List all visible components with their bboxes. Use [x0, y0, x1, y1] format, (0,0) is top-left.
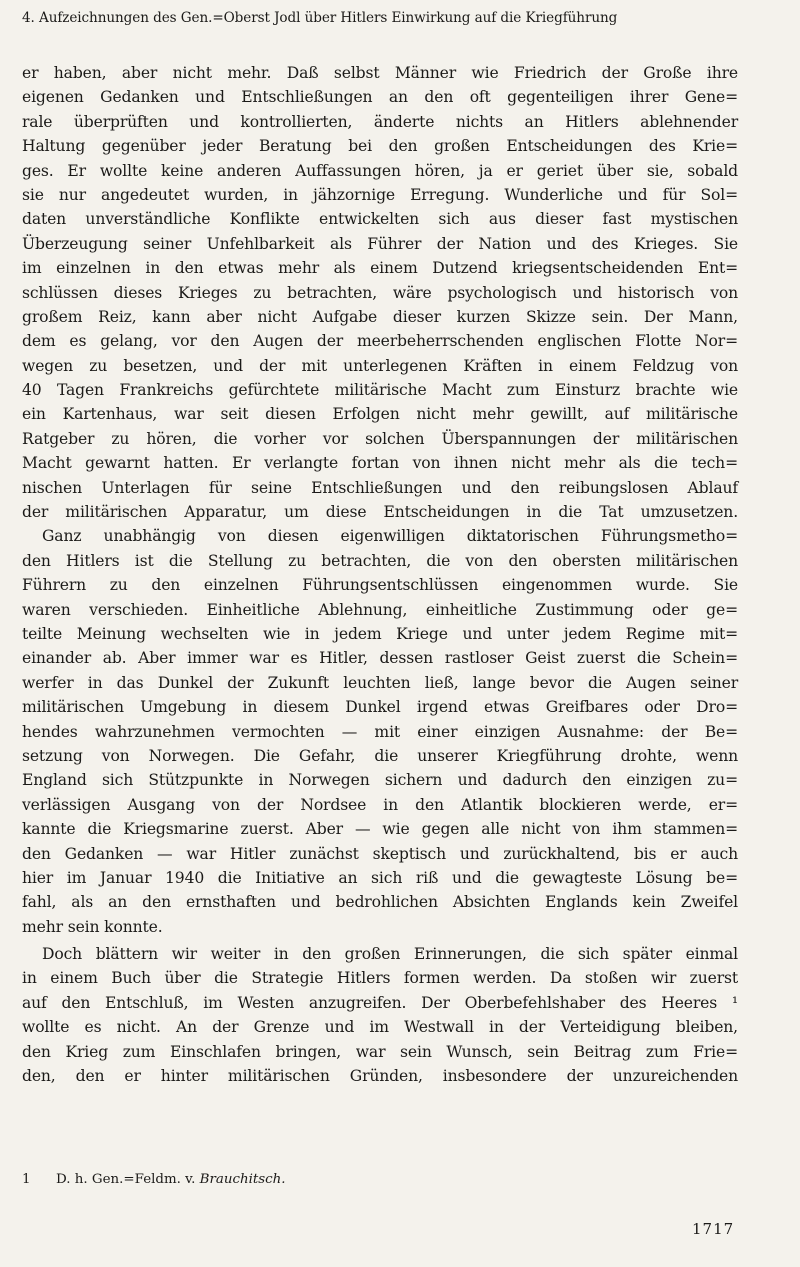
text-line: militärischen Umgebung in diesem Dunkel irgend etwas Greifbares oder Dro=: [22, 698, 738, 717]
text-line: nischen Unterlagen für seine Entschließungen und den reibungslosen Ablauf: [22, 478, 738, 497]
text-line: Ganz unabhängig von diesen eigenwilligen diktatorischen Führungsmetho=: [42, 527, 738, 546]
text-line: Führern zu den einzelnen Führungsentschlüssen eingenommen wurde. Sie: [22, 576, 738, 595]
text-line: teilte Meinung wechselten wie in jedem Kriege und unter jedem Regime mit=: [22, 624, 738, 643]
text-line: Überzeugung seiner Unfehlbarkeit als Führer der Nation und des Krieges. Sie: [22, 234, 738, 253]
text-line: Ratgeber zu hören, die vorher vor solchen Überspannungen der militärischen: [22, 429, 738, 448]
text-line: wegen zu besetzen, und der mit unterlegenen Kräften in einem Feldzug von: [22, 356, 738, 375]
footnote-text: D. h. Gen.=Feldm. v.: [56, 1172, 200, 1187]
text-line: eigenen Gedanken und Entschließungen an den oft gegenteiligen ihrer Gene=: [22, 88, 738, 107]
text-line: hendes wahrzunehmen vermochten — mit einer einzigen Ausnahme: der Be=: [22, 722, 738, 741]
paragraph-2: [22, 524, 738, 939]
text-line: rale überprüften und kontrollierten, änderte nichts an Hitlers ablehnender: [22, 112, 738, 131]
text-line: den Krieg zum Einschlafen bringen, war sein Wunsch, sein Beitrag zum Frie=: [22, 1042, 738, 1061]
text-line: auf den Entschluß, im Westen anzugreifen. Der Oberbefehlshaber des Heeres ¹: [22, 993, 738, 1012]
text-line: werfer in das Dunkel der Zukunft leuchten ließ, lange bevor die Augen seiner: [22, 673, 738, 692]
text-line: den Hitlers ist die Stellung zu betrachten, die von den obersten militärischen: [22, 551, 738, 570]
text-line: kannte die Kriegsmarine zuerst. Aber — wie gegen alle nicht von ihm stammen=: [22, 820, 738, 839]
page-number: 1717: [692, 1220, 735, 1238]
text-line: Haltung gegenüber jeder Beratung bei den großen Entscheidungen des Krie=: [22, 137, 738, 156]
text-line: Macht gewarnt hatten. Er verlangte fortan von ihnen nicht mehr als die tech=: [22, 454, 738, 473]
text-line: fahl, als an den ernsthaften und bedrohlichen Absichten Englands kein Zweifel: [22, 893, 738, 912]
footnote-number: 1: [22, 1172, 31, 1187]
text-line: in einem Buch über die Strategie Hitlers formen werden. Da stoßen wir zuerst: [22, 969, 738, 988]
running-head: 4. Aufzeichnungen des Gen.=Oberst Jodl über Hitlers Einwirkung auf die Kriegführung: [22, 10, 618, 26]
text-line: schlüssen dieses Krieges zu betrachten, wäre psychologisch und historisch von: [22, 283, 738, 302]
paragraph-1: [22, 61, 738, 524]
text-line: mehr sein konnte.: [22, 917, 163, 936]
text-line: sie nur angedeutet wurden, in jähzornige Erregung. Wunderliche und für Sol=: [22, 185, 738, 204]
text-line: im einzelnen in den etwas mehr als einem Dutzend kriegsentscheidenden Ent=: [22, 259, 738, 278]
text-line: Doch blättern wir weiter in den großen Erinnerungen, die sich später einmal: [42, 945, 738, 964]
text-line: einander ab. Aber immer war es Hitler, dessen rastloser Geist zuerst die Schein=: [22, 649, 738, 668]
text-line: dem es gelang, vor den Augen der meerbeherrschenden englischen Flotte Nor=: [22, 332, 738, 351]
text-line: den, den er hinter militärischen Gründen, insbesondere der unzureichenden: [22, 1067, 738, 1086]
text-line: England sich Stützpunkte in Norwegen sichern und dadurch den einzigen zu=: [22, 771, 738, 790]
text-line: verlässigen Ausgang von der Nordsee in den Atlantik blockieren werde, er=: [22, 795, 738, 814]
text-line: er haben, aber nicht mehr. Daß selbst Männer wie Friedrich der Große ihre: [22, 64, 738, 82]
text-line: hier im Januar 1940 die Initiative an sich riß und die gewagteste Lösung be=: [22, 868, 738, 887]
footnote: [22, 1170, 286, 1190]
text-line: 40 Tagen Frankreichs gefürchtete militärische Macht zum Einsturz brachte wie: [22, 381, 738, 400]
text-line: ein Kartenhaus, war seit diesen Erfolgen nicht mehr gewillt, auf militärische: [22, 405, 738, 424]
text-line: setzung von Norwegen. Die Gefahr, die unserer Kriegführung drohte, wenn: [22, 746, 738, 765]
text-line: großem Reiz, kann aber nicht Aufgabe dieser kurzen Skizze sein. Der Mann,: [22, 307, 738, 326]
text-line: der militärischen Apparatur, um diese Entscheidungen in die Tat umzusetzen.: [22, 503, 738, 522]
footnote-name: Brauchitsch.: [199, 1172, 286, 1187]
text-line: ges. Er wollte keine anderen Auffassungen hören, ja er geriet über sie, sobald: [22, 161, 738, 180]
text-line: daten unverständliche Konflikte entwickelten sich aus dieser fast mystischen: [22, 210, 738, 229]
paragraph-3: [22, 942, 738, 1088]
text-line: wollte es nicht. An der Grenze und im Westwall in der Verteidigung bleiben,: [22, 1018, 738, 1037]
text-line: den Gedanken — war Hitler zunächst skeptisch und zurückhaltend, bis er auch: [22, 844, 738, 863]
text-line: waren verschieden. Einheitliche Ablehnung, einheitliche Zustimmung oder ge=: [22, 600, 738, 619]
body-text: [22, 61, 738, 1088]
